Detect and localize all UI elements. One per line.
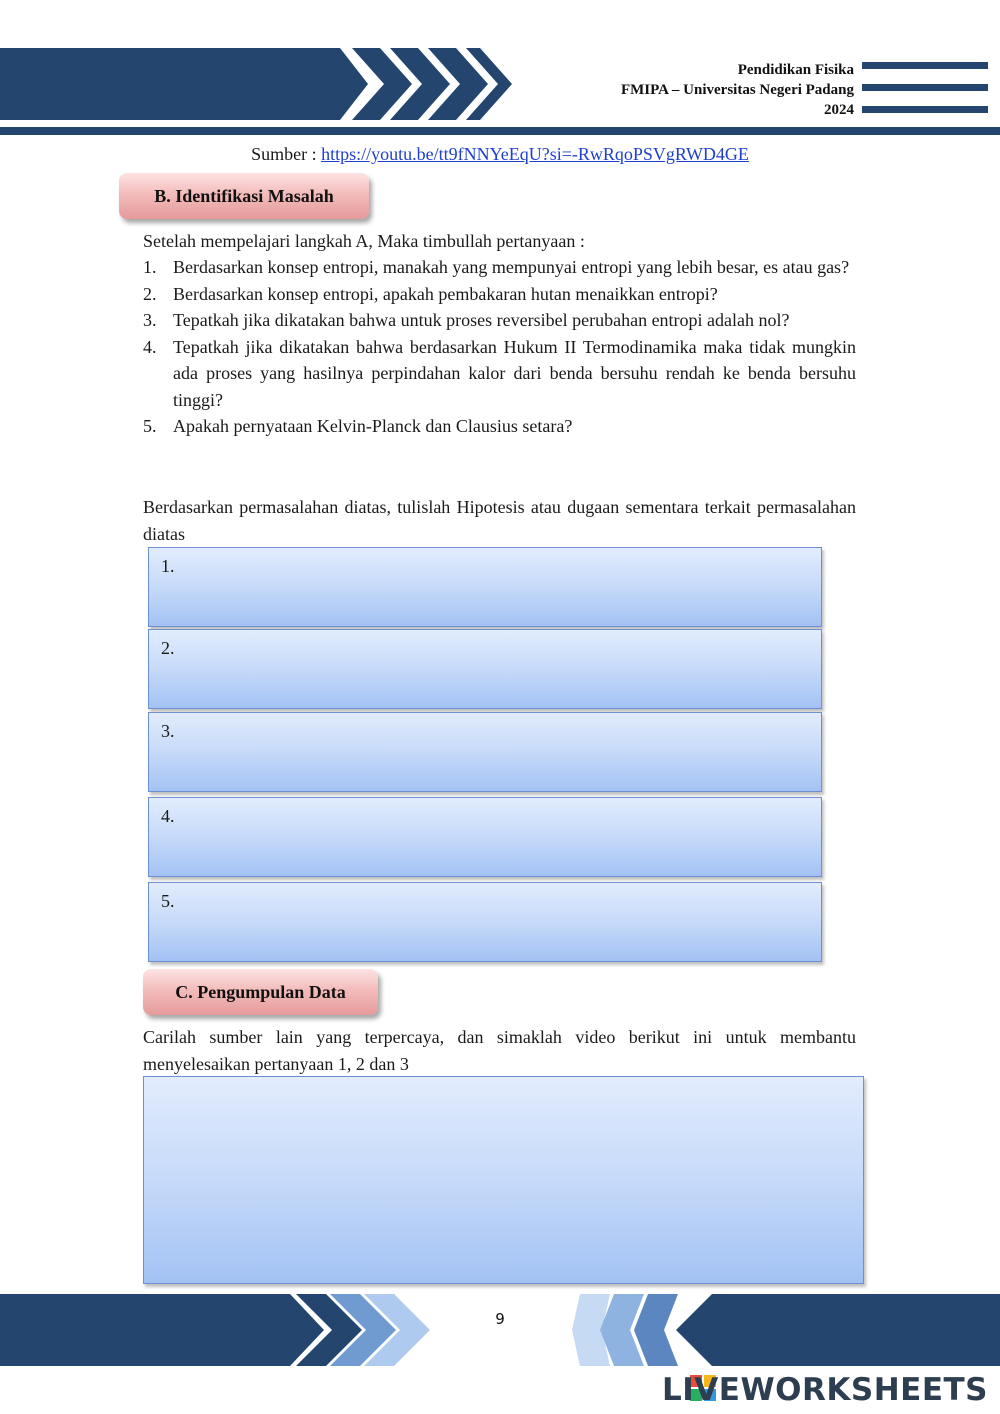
section-c-heading: C. Pengumpulan Data bbox=[143, 969, 378, 1015]
footer-banner bbox=[0, 1290, 1000, 1370]
liveworksheets-brand: LIVEWORKSHEETS bbox=[662, 1372, 988, 1408]
header-university: FMIPA – Universitas Negeri Padang bbox=[620, 82, 854, 98]
source-label: Sumber : bbox=[251, 144, 322, 164]
question-item: 2. Berdasarkan konsep entropi, apakah pembakaran hutan menaikkan entropi? bbox=[143, 283, 718, 304]
question-item: 4. Tepatkah jika dikatakan bahwa berdasarkan Hukum II Termodinamika maka tidak mungkin ada proses yang hasilnya perpindahan kalor dari benda bersuhu rendah ke benda bersuhu tinggi? bbox=[143, 336, 856, 410]
header-institution bbox=[621, 60, 854, 120]
question-item: 5. Apakah pernyataan Kelvin-Planck dan Clausius setara? bbox=[143, 416, 573, 436]
question-item: 1. Berdasarkan konsep entropi, manakah yang mempunyai entropi yang lebih besar, es atau gas? bbox=[143, 257, 850, 277]
section-b-intro: Setelah mempelajari langkah A, Maka timbullah pertanyaan : bbox=[143, 231, 585, 251]
header-program: Pendidikan Fisika bbox=[737, 62, 854, 78]
hypothesis-answer-box-3[interactable]: 3. bbox=[148, 712, 822, 792]
source-link[interactable]: https://youtu.be/tt9fNNYeEqU?si=-RwRqoPSVgRWD4GE bbox=[321, 144, 749, 164]
source-line bbox=[0, 144, 1000, 165]
question-list bbox=[143, 254, 856, 440]
hypothesis-prompt: Berdasarkan permasalahan diatas, tulislah Hipotesis atau dugaan sementara terkait permasalahan diatas bbox=[143, 497, 856, 544]
footer-chevron-right-3 bbox=[634, 1294, 678, 1366]
section-b-heading: B. Identifikasi Masalah bbox=[119, 173, 369, 219]
section-c-instruction: Carilah sumber lain yang terpercaya, dan simaklah video berikut ini untuk membantu menyelesaikan pertanyaan 1, 2 dan 3 bbox=[143, 1027, 856, 1074]
header-year: 2024 bbox=[824, 102, 854, 118]
hypothesis-answer-box-4[interactable]: 4. bbox=[148, 797, 822, 877]
hypothesis-answer-box-1[interactable]: 1. bbox=[148, 547, 822, 627]
hypothesis-answer-box-2[interactable]: 2. bbox=[148, 629, 822, 709]
question-item: 3. Tepatkah jika dikatakan bahwa untuk proses reversibel perubahan entropi adalah nol? bbox=[143, 310, 790, 330]
hypothesis-answer-box-5[interactable]: 5. bbox=[148, 882, 822, 962]
video-embed-area[interactable] bbox=[143, 1076, 864, 1284]
page-number: 9 bbox=[495, 1310, 505, 1328]
